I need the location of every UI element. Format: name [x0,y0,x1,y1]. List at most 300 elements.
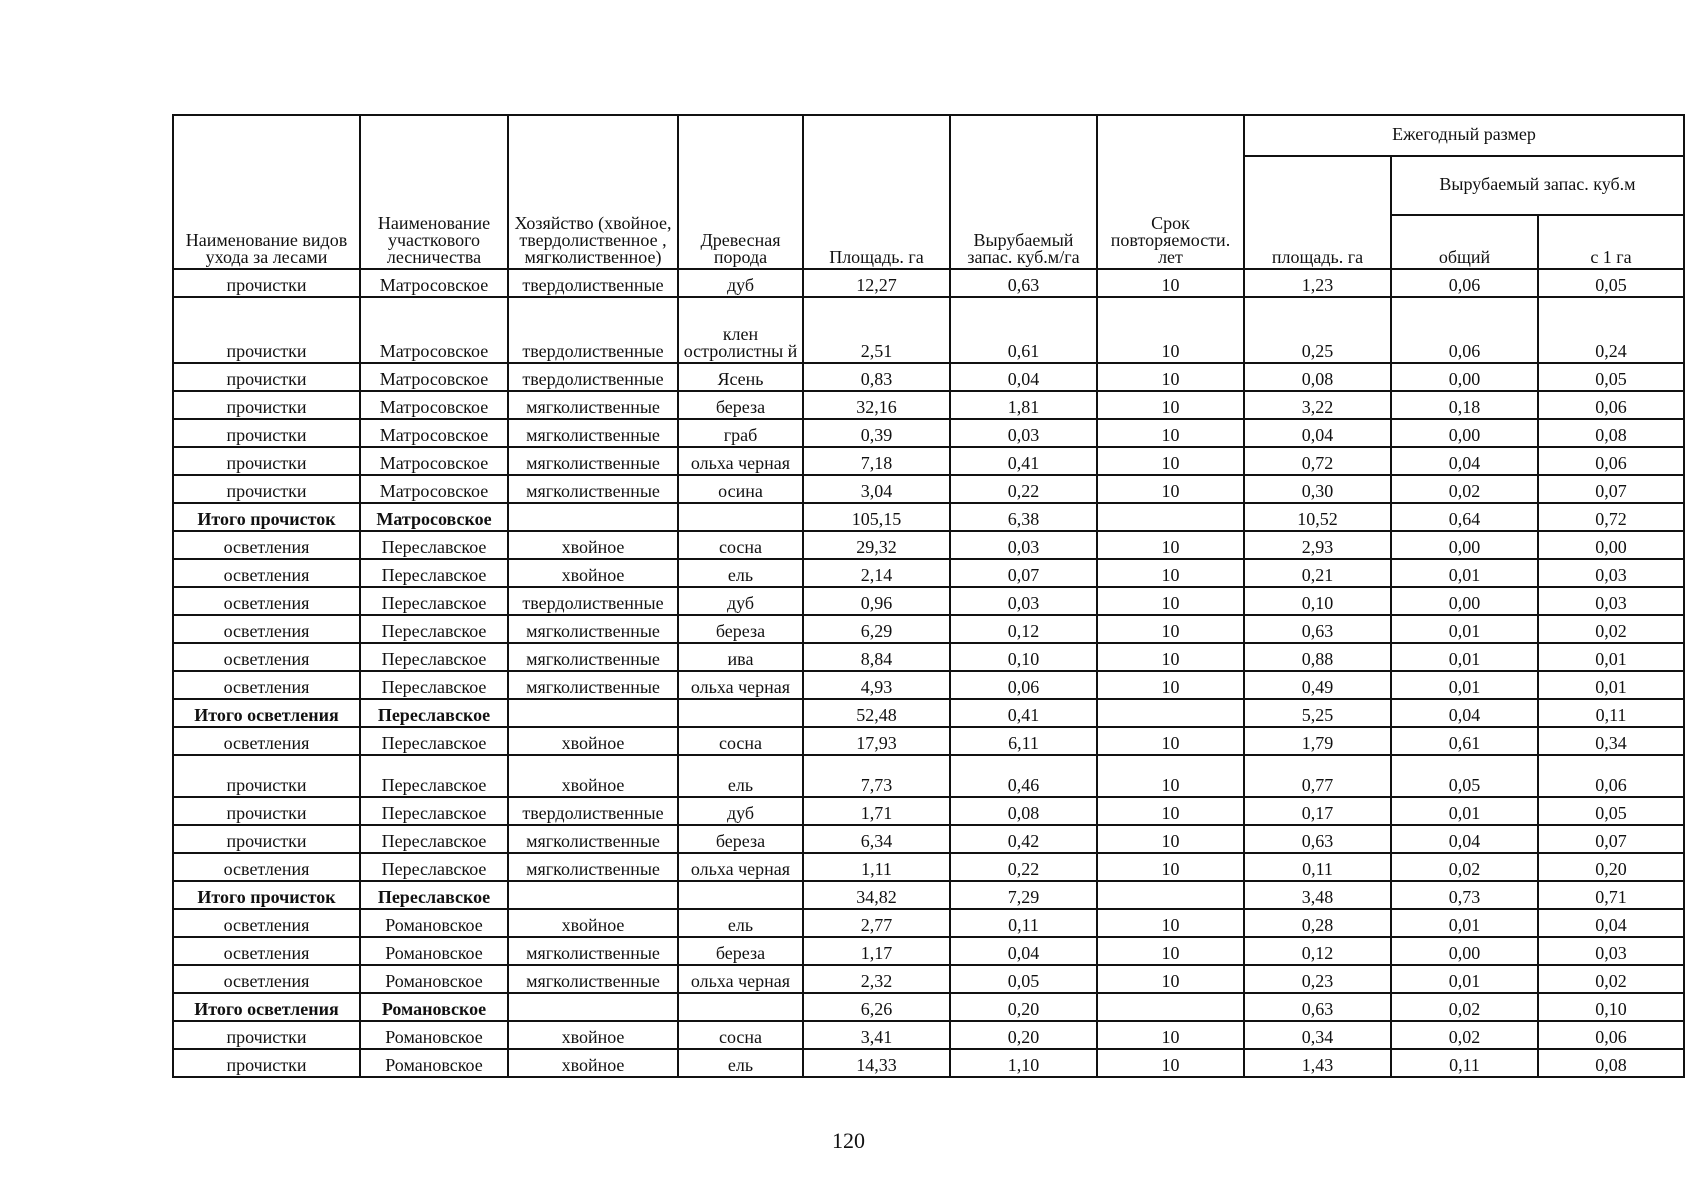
cell-harvest-stock: 0,07 [950,559,1097,587]
cell-annual-area: 0,11 [1244,853,1391,881]
cell-annual-area: 0,30 [1244,475,1391,503]
cell-annual-stock-total: 0,01 [1391,615,1538,643]
cell-care-type: прочистки [173,269,360,297]
cell-repeat-period [1097,881,1244,909]
cell-annual-area: 10,52 [1244,503,1391,531]
cell-area: 29,32 [803,531,950,559]
table-row [173,1049,1684,1077]
cell-annual-area: 0,49 [1244,671,1391,699]
cell-annual-stock-total: 0,64 [1391,503,1538,531]
cell-repeat-period: 10 [1097,269,1244,297]
cell-annual-stock-per-ha: 0,20 [1538,853,1684,881]
cell-repeat-period: 10 [1097,391,1244,419]
cell-care-type: прочистки [173,475,360,503]
cell-annual-area: 0,63 [1244,825,1391,853]
table-row [173,671,1684,699]
cell-economy-type: мягколиственные [508,965,678,993]
cell-annual-stock-total: 0,04 [1391,825,1538,853]
cell-economy-type [508,881,678,909]
table-row [173,559,1684,587]
table-row [173,475,1684,503]
table-row [173,363,1684,391]
cell-tree-species [678,993,803,1021]
table-row [173,727,1684,755]
cell-care-type: осветления [173,853,360,881]
cell-economy-type: мягколиственные [508,391,678,419]
cell-forestry-district: Переславское [360,643,508,671]
cell-care-type: прочистки [173,419,360,447]
cell-forestry-district: Переславское [360,671,508,699]
cell-care-type: осветления [173,559,360,587]
table-row [173,699,1684,727]
cell-repeat-period: 10 [1097,825,1244,853]
cell-annual-area: 1,43 [1244,1049,1391,1077]
cell-forestry-district: Переславское [360,587,508,615]
cell-economy-type: мягколиственные [508,937,678,965]
cell-area: 0,96 [803,587,950,615]
cell-economy-type: хвойное [508,531,678,559]
cell-economy-type: твердолиственные [508,297,678,363]
cell-care-type: прочистки [173,447,360,475]
cell-economy-type: хвойное [508,727,678,755]
cell-annual-stock-per-ha: 0,03 [1538,937,1684,965]
cell-annual-stock-per-ha: 0,24 [1538,297,1684,363]
cell-economy-type [508,699,678,727]
cell-harvest-stock: 0,12 [950,615,1097,643]
cell-economy-type: хвойное [508,1021,678,1049]
cell-care-type: прочистки [173,1021,360,1049]
cell-annual-area: 0,08 [1244,363,1391,391]
cell-harvest-stock: 0,20 [950,993,1097,1021]
cell-annual-stock-per-ha: 0,05 [1538,363,1684,391]
cell-tree-species: ель [678,559,803,587]
cell-harvest-stock: 0,03 [950,531,1097,559]
cell-area: 1,71 [803,797,950,825]
cell-harvest-stock: 0,08 [950,797,1097,825]
cell-harvest-stock: 0,04 [950,363,1097,391]
cell-annual-stock-per-ha: 0,11 [1538,699,1684,727]
cell-tree-species: ель [678,909,803,937]
cell-annual-stock-per-ha: 0,01 [1538,671,1684,699]
cell-area: 1,11 [803,853,950,881]
cell-tree-species: сосна [678,531,803,559]
cell-tree-species: клен остролистны й [678,297,803,363]
cell-repeat-period [1097,993,1244,1021]
cell-tree-species: береза [678,391,803,419]
cell-forestry-district: Переславское [360,853,508,881]
cell-forestry-district: Переславское [360,615,508,643]
cell-annual-stock-total: 0,02 [1391,853,1538,881]
cell-annual-stock-total: 0,00 [1391,363,1538,391]
cell-care-type: осветления [173,531,360,559]
cell-tree-species: береза [678,825,803,853]
cell-repeat-period: 10 [1097,853,1244,881]
table-row [173,531,1684,559]
cell-care-type: Итого прочисток [173,881,360,909]
cell-repeat-period [1097,699,1244,727]
header-care-type: Наименование видов ухода за лесами [173,115,360,269]
cell-harvest-stock: 0,41 [950,447,1097,475]
cell-care-type: осветления [173,909,360,937]
cell-annual-area: 0,25 [1244,297,1391,363]
table-row [173,391,1684,419]
cell-harvest-stock: 0,11 [950,909,1097,937]
cell-care-type: прочистки [173,755,360,797]
cell-annual-stock-total: 0,11 [1391,1049,1538,1077]
cell-care-type: Итого осветления [173,699,360,727]
cell-tree-species: береза [678,615,803,643]
table-row [173,447,1684,475]
cell-annual-stock-per-ha: 0,06 [1538,447,1684,475]
table-row [173,587,1684,615]
cell-annual-stock-total: 0,04 [1391,699,1538,727]
table-row [173,881,1684,909]
cell-harvest-stock: 7,29 [950,881,1097,909]
cell-harvest-stock: 0,06 [950,671,1097,699]
cell-forestry-district: Романовское [360,909,508,937]
cell-repeat-period: 10 [1097,447,1244,475]
cell-care-type: осветления [173,587,360,615]
cell-forestry-district: Переславское [360,727,508,755]
cell-forestry-district: Переславское [360,881,508,909]
cell-annual-stock-per-ha: 0,04 [1538,909,1684,937]
cell-annual-stock-per-ha: 0,10 [1538,993,1684,1021]
cell-annual-area: 0,34 [1244,1021,1391,1049]
cell-annual-stock-per-ha: 0,03 [1538,559,1684,587]
cell-harvest-stock: 1,81 [950,391,1097,419]
cell-economy-type: мягколиственные [508,475,678,503]
cell-annual-stock-per-ha: 0,01 [1538,643,1684,671]
cell-annual-stock-total: 0,73 [1391,881,1538,909]
cell-area: 7,18 [803,447,950,475]
cell-repeat-period: 10 [1097,755,1244,797]
cell-annual-stock-per-ha: 0,06 [1538,391,1684,419]
cell-annual-stock-total: 0,01 [1391,671,1538,699]
table-row [173,937,1684,965]
cell-annual-stock-total: 0,01 [1391,909,1538,937]
cell-economy-type: мягколиственные [508,615,678,643]
header-tree-species: Древесная порода [678,115,803,269]
cell-annual-stock-total: 0,01 [1391,797,1538,825]
cell-tree-species: дуб [678,587,803,615]
cell-annual-area: 1,23 [1244,269,1391,297]
cell-economy-type: мягколиственные [508,853,678,881]
cell-annual-area: 0,23 [1244,965,1391,993]
cell-area: 0,83 [803,363,950,391]
cell-forestry-district: Переславское [360,559,508,587]
cell-economy-type: мягколиственные [508,825,678,853]
header-area: Площадь. га [803,115,950,269]
cell-harvest-stock: 1,10 [950,1049,1097,1077]
table-row [173,615,1684,643]
page-number: 120 [832,1128,865,1153]
cell-area: 7,73 [803,755,950,797]
cell-economy-type: мягколиственные [508,419,678,447]
cell-annual-stock-total: 0,01 [1391,559,1538,587]
cell-annual-stock-total: 0,18 [1391,391,1538,419]
cell-area: 14,33 [803,1049,950,1077]
cell-annual-area: 0,04 [1244,419,1391,447]
cell-care-type: прочистки [173,825,360,853]
cell-annual-stock-total: 0,00 [1391,419,1538,447]
cell-annual-stock-per-ha: 0,34 [1538,727,1684,755]
cell-tree-species [678,503,803,531]
cell-annual-stock-per-ha: 0,08 [1538,1049,1684,1077]
header-stock-per-ha: с 1 га [1538,215,1684,269]
cell-annual-stock-per-ha: 0,72 [1538,503,1684,531]
cell-area: 6,29 [803,615,950,643]
cell-annual-stock-total: 0,06 [1391,297,1538,363]
cell-area: 6,26 [803,993,950,1021]
cell-harvest-stock: 0,10 [950,643,1097,671]
cell-repeat-period: 10 [1097,909,1244,937]
cell-harvest-stock: 6,38 [950,503,1097,531]
cell-tree-species: сосна [678,1021,803,1049]
cell-area: 4,93 [803,671,950,699]
cell-harvest-stock: 0,41 [950,699,1097,727]
table-row [173,755,1684,797]
cell-harvest-stock: 0,42 [950,825,1097,853]
cell-repeat-period: 10 [1097,475,1244,503]
cell-annual-area: 0,12 [1244,937,1391,965]
cell-annual-stock-total: 0,00 [1391,587,1538,615]
cell-forestry-district: Переславское [360,825,508,853]
cell-care-type: осветления [173,937,360,965]
cell-area: 52,48 [803,699,950,727]
cell-repeat-period: 10 [1097,1049,1244,1077]
cell-area: 6,34 [803,825,950,853]
cell-annual-area: 5,25 [1244,699,1391,727]
cell-repeat-period: 10 [1097,797,1244,825]
cell-tree-species: ель [678,1049,803,1077]
header-forestry-district: Наименование участкового лесничества [360,115,508,269]
cell-forestry-district: Матросовское [360,297,508,363]
cell-harvest-stock: 0,05 [950,965,1097,993]
cell-tree-species: осина [678,475,803,503]
cell-forestry-district: Матросовское [360,391,508,419]
cell-area: 3,41 [803,1021,950,1049]
cell-economy-type: твердолиственные [508,587,678,615]
cell-annual-stock-total: 0,02 [1391,475,1538,503]
cell-repeat-period: 10 [1097,587,1244,615]
cell-annual-stock-per-ha: 0,05 [1538,797,1684,825]
cell-annual-area: 0,72 [1244,447,1391,475]
cell-forestry-district: Романовское [360,993,508,1021]
table-header [173,115,1684,269]
cell-tree-species: ольха черная [678,965,803,993]
cell-annual-stock-per-ha: 0,00 [1538,531,1684,559]
cell-tree-species: дуб [678,797,803,825]
table-body [173,269,1684,1077]
cell-annual-stock-total: 0,00 [1391,531,1538,559]
cell-repeat-period: 10 [1097,419,1244,447]
cell-annual-stock-per-ha: 0,05 [1538,269,1684,297]
cell-annual-stock-per-ha: 0,07 [1538,825,1684,853]
cell-harvest-stock: 0,63 [950,269,1097,297]
cell-annual-area: 0,63 [1244,615,1391,643]
cell-economy-type: мягколиственные [508,671,678,699]
cell-tree-species: сосна [678,727,803,755]
cell-annual-stock-per-ha: 0,08 [1538,419,1684,447]
cell-forestry-district: Романовское [360,1021,508,1049]
cell-harvest-stock: 0,03 [950,419,1097,447]
cell-area: 105,15 [803,503,950,531]
cell-care-type: прочистки [173,297,360,363]
cell-tree-species: Ясень [678,363,803,391]
cell-forestry-district: Романовское [360,1049,508,1077]
cell-annual-stock-per-ha: 0,06 [1538,755,1684,797]
cell-annual-stock-per-ha: 0,02 [1538,965,1684,993]
cell-economy-type: хвойное [508,559,678,587]
cell-repeat-period: 10 [1097,937,1244,965]
cell-economy-type [508,503,678,531]
cell-repeat-period: 10 [1097,559,1244,587]
cell-forestry-district: Романовское [360,937,508,965]
cell-repeat-period: 10 [1097,643,1244,671]
cell-forestry-district: Переславское [360,699,508,727]
cell-tree-species [678,881,803,909]
cell-care-type: осветления [173,727,360,755]
cell-care-type: осветления [173,643,360,671]
cell-annual-area: 3,48 [1244,881,1391,909]
table-row [173,503,1684,531]
cell-annual-stock-per-ha: 0,06 [1538,1021,1684,1049]
cell-care-type: прочистки [173,1049,360,1077]
header-annual-stock: Вырубаемый запас. куб.м [1391,156,1684,215]
cell-economy-type: мягколиственные [508,643,678,671]
cell-area: 32,16 [803,391,950,419]
forest-care-table [172,114,1685,1078]
cell-repeat-period: 10 [1097,531,1244,559]
cell-annual-area: 0,88 [1244,643,1391,671]
cell-tree-species: ольха черная [678,447,803,475]
cell-forestry-district: Матросовское [360,363,508,391]
cell-annual-stock-total: 0,06 [1391,269,1538,297]
cell-area: 0,39 [803,419,950,447]
cell-tree-species: ольха черная [678,671,803,699]
cell-annual-stock-per-ha: 0,71 [1538,881,1684,909]
cell-economy-type: хвойное [508,909,678,937]
table-row [173,853,1684,881]
cell-repeat-period: 10 [1097,297,1244,363]
cell-forestry-district: Переславское [360,531,508,559]
cell-area: 1,17 [803,937,950,965]
cell-repeat-period: 10 [1097,363,1244,391]
cell-repeat-period: 10 [1097,965,1244,993]
table-row [173,909,1684,937]
cell-area: 2,77 [803,909,950,937]
cell-area: 3,04 [803,475,950,503]
cell-economy-type: хвойное [508,755,678,797]
cell-repeat-period: 10 [1097,615,1244,643]
cell-forestry-district: Матросовское [360,475,508,503]
cell-economy-type [508,993,678,1021]
cell-forestry-district: Матросовское [360,503,508,531]
header-stock-total: общий [1391,215,1538,269]
cell-annual-stock-per-ha: 0,03 [1538,587,1684,615]
header-annual-area: площадь. га [1244,156,1391,269]
cell-annual-area: 2,93 [1244,531,1391,559]
cell-harvest-stock: 0,04 [950,937,1097,965]
cell-harvest-stock: 0,46 [950,755,1097,797]
cell-tree-species: дуб [678,269,803,297]
cell-annual-stock-total: 0,05 [1391,755,1538,797]
cell-harvest-stock: 0,20 [950,1021,1097,1049]
cell-area: 12,27 [803,269,950,297]
header-annual-size: Ежегодный размер [1244,115,1684,156]
cell-area: 2,51 [803,297,950,363]
cell-care-type: прочистки [173,391,360,419]
cell-repeat-period: 10 [1097,1021,1244,1049]
cell-care-type: прочистки [173,797,360,825]
cell-forestry-district: Матросовское [360,269,508,297]
cell-forestry-district: Матросовское [360,419,508,447]
cell-harvest-stock: 0,03 [950,587,1097,615]
cell-annual-area: 0,28 [1244,909,1391,937]
cell-annual-stock-total: 0,02 [1391,993,1538,1021]
cell-forestry-district: Матросовское [360,447,508,475]
cell-annual-stock-total: 0,61 [1391,727,1538,755]
cell-annual-area: 3,22 [1244,391,1391,419]
cell-forestry-district: Романовское [360,965,508,993]
cell-annual-area: 0,77 [1244,755,1391,797]
cell-annual-area: 0,10 [1244,587,1391,615]
cell-annual-stock-total: 0,02 [1391,1021,1538,1049]
table-row [173,993,1684,1021]
cell-annual-stock-total: 0,04 [1391,447,1538,475]
cell-forestry-district: Переславское [360,755,508,797]
cell-annual-area: 0,63 [1244,993,1391,1021]
header-harvest-stock: Вырубаемый запас. куб.м/га [950,115,1097,269]
cell-area: 34,82 [803,881,950,909]
cell-area: 8,84 [803,643,950,671]
cell-economy-type: мягколиственные [508,447,678,475]
cell-annual-area: 0,21 [1244,559,1391,587]
table-row [173,297,1684,363]
cell-annual-area: 1,79 [1244,727,1391,755]
table-row [173,825,1684,853]
cell-repeat-period: 10 [1097,671,1244,699]
cell-annual-stock-total: 0,00 [1391,937,1538,965]
cell-tree-species: ива [678,643,803,671]
cell-care-type: Итого прочисток [173,503,360,531]
cell-annual-stock-total: 0,01 [1391,965,1538,993]
cell-annual-stock-total: 0,01 [1391,643,1538,671]
cell-care-type: осветления [173,671,360,699]
cell-forestry-district: Переславское [360,797,508,825]
cell-annual-stock-per-ha: 0,07 [1538,475,1684,503]
cell-tree-species: ель [678,755,803,797]
table-row [173,797,1684,825]
cell-economy-type: твердолиственные [508,363,678,391]
cell-area: 17,93 [803,727,950,755]
header-economy-type: Хозяйство (хвойное, твердолиственное , мягколиственное) [508,115,678,269]
cell-repeat-period: 10 [1097,727,1244,755]
cell-economy-type: хвойное [508,1049,678,1077]
cell-tree-species: береза [678,937,803,965]
cell-repeat-period [1097,503,1244,531]
cell-tree-species [678,699,803,727]
table-row [173,419,1684,447]
cell-harvest-stock: 0,61 [950,297,1097,363]
header-repeat-period: Срок повторяемости. лет [1097,115,1244,269]
cell-annual-stock-per-ha: 0,02 [1538,615,1684,643]
cell-tree-species: граб [678,419,803,447]
cell-annual-area: 0,17 [1244,797,1391,825]
table-row [173,643,1684,671]
cell-tree-species: ольха черная [678,853,803,881]
cell-care-type: осветления [173,615,360,643]
